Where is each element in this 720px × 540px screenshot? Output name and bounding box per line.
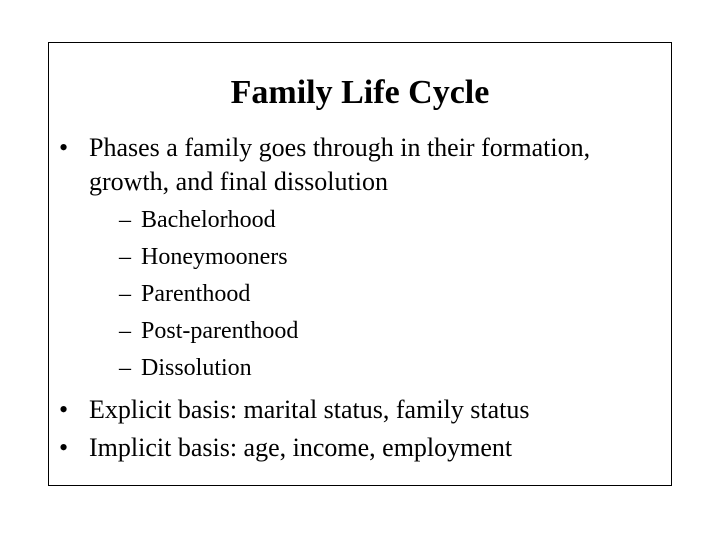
sub-bullet-text: Bachelorhood [141,207,276,233]
dash-icon: – [119,207,131,233]
bullet-icon: • [59,133,69,162]
sub-bullet-item [119,350,298,387]
sub-bullet-item [119,313,298,350]
bullet-item [59,431,649,465]
sub-bullet-item [119,276,298,313]
sub-bullet-text: Parenthood [141,281,251,307]
dash-icon: – [119,244,131,270]
bullet-text: Explicit basis: marital status, family status [89,395,530,424]
bullet-icon: • [59,433,69,462]
dash-icon: – [119,355,131,381]
sub-bullet-item [119,239,298,276]
bullet-text: Implicit basis: age, income, employment [89,433,513,462]
bullet-icon: • [59,395,69,424]
slide-title: Family Life Cycle [230,74,490,111]
dash-icon: – [119,318,131,344]
dash-icon: – [119,281,131,307]
sub-bullet-text: Dissolution [141,355,252,381]
sub-bullet-text: Honeymooners [141,244,288,270]
sub-bullet-item [119,202,298,239]
sub-bullet-list [119,202,298,387]
bullet-text: Phases a family goes through in their formation, growth, and final dissolution [89,133,591,196]
slide-frame [48,42,672,486]
bullet-item [59,393,649,427]
bullet-item [59,131,649,199]
sub-bullet-text: Post-parenthood [141,318,299,344]
